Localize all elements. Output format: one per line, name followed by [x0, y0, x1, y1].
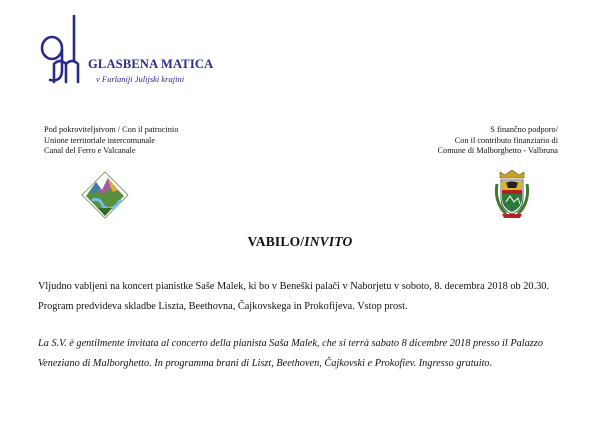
- funding-line: S finančno podporo/: [490, 125, 558, 134]
- title-italian: INVITO: [304, 234, 353, 249]
- funding-block: [438, 125, 558, 157]
- patronage-line: Pod pokroviteljstvom / Con il patrocinio: [44, 125, 179, 134]
- title-slovene: VABILO/: [247, 234, 305, 249]
- invitation-title: [0, 234, 600, 250]
- coat-of-arms-icon: [492, 168, 532, 220]
- patronage-line: Canal del Ferro e Valcanale: [44, 146, 136, 156]
- funding-line: Con il contributo finanziario di: [454, 135, 558, 145]
- funding-line: Comune di Malborghetto - Valbruna: [437, 146, 558, 156]
- logo-subtitle: v Furlaniji Julijski krajini: [96, 74, 185, 84]
- gm-monogram-icon: [38, 14, 98, 86]
- patronage-line: Unione territoriale intercomunale: [44, 135, 156, 145]
- patronage-block: [44, 125, 178, 157]
- glasbena-matica-logo: [38, 14, 228, 86]
- invitation-text-italian: La S.V. è gentilmente invitata al concerto della pianista Saša Malek, che si terrà sabato 8 dicembre 2018 presso il Palazzo Veneziano di Malborghetto. In programma brani di Liszt, Beethoven, Čajkovski e Prokofiev. Ingresso gratuito.: [38, 338, 543, 369]
- mountain-emblem-icon: [80, 170, 130, 220]
- invitation-text-slovene: Vljudno vabljeni na koncert pianistke Saše Malek, ki bo v Beneški palači v Naborjetu v soboto, 8. decembra 2018 ob 20.30. Program predvideva skladbe Liszta, Beethovna, Čajkovskega in Prokofijeva. Vstop prost.: [38, 281, 550, 312]
- logo-title: GLASBENA MATICA: [88, 57, 214, 71]
